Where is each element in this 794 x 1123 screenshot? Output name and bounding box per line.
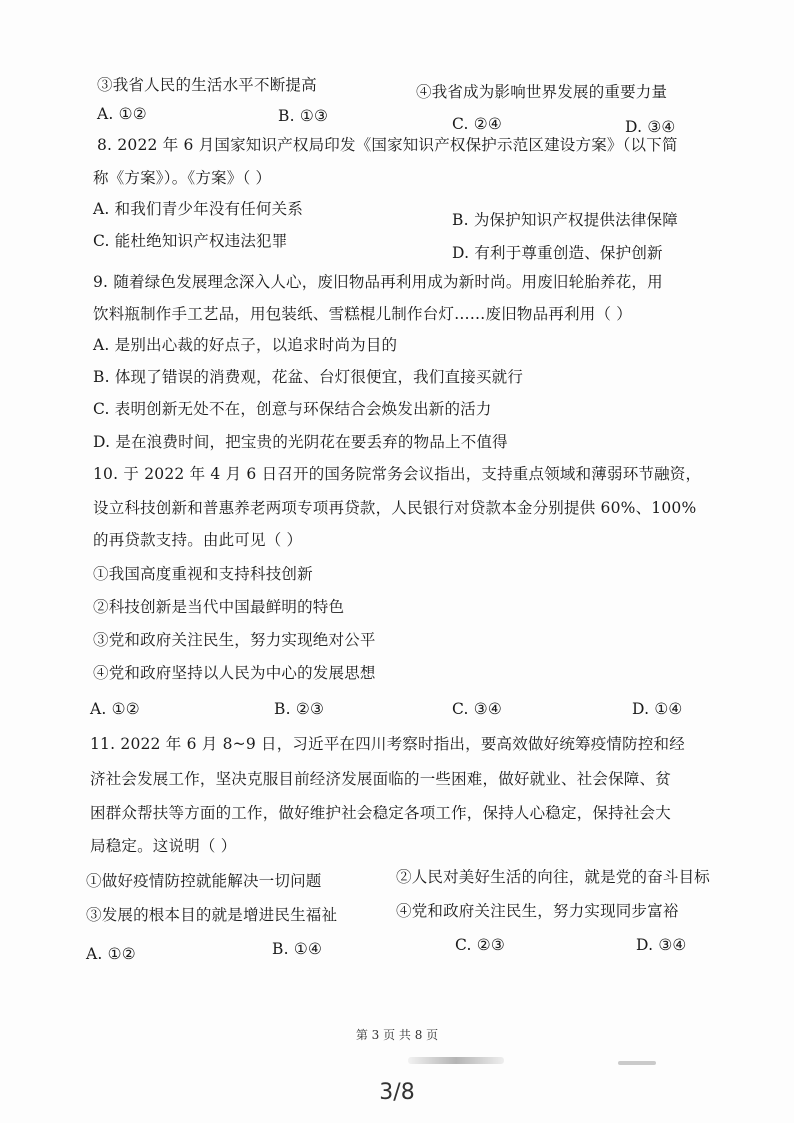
q7-answer-d: D. ③④ bbox=[625, 118, 676, 136]
q10-answer-d: D. ①④ bbox=[632, 700, 683, 718]
q7-answer-a: A. ①② bbox=[97, 105, 147, 123]
q9-option-a: A. 是别出心裁的好点子，以追求时尚为目的 bbox=[93, 336, 398, 354]
q9-stem-line-1: 9. 随着绿色发展理念深入人心，废旧物品再利用成为新时尚。用废旧轮胎养花，用 bbox=[93, 273, 663, 291]
scan-smudge bbox=[408, 1057, 504, 1064]
q10-stem-line-2: 设立科技创新和普惠养老两项专项再贷款，人民银行对贷款本金分别提供 60%、100% bbox=[93, 499, 697, 517]
q9-option-d: D. 是在浪费时间，把宝贵的光阴花在要丢弃的物品上不值得 bbox=[93, 433, 508, 451]
q10-answer-c: C. ③④ bbox=[452, 700, 502, 718]
q10-stem-line-1: 10. 于 2022 年 4 月 6 日召开的国务院常务会议指出，支持重点领域和薄弱环节融资， bbox=[93, 465, 702, 483]
q11-stem-line-3: 困群众帮扶等方面的工作，做好维护社会稳定各项工作，保持人心稳定，保持社会大 bbox=[90, 804, 671, 822]
q10-answer-b: B. ②③ bbox=[274, 700, 325, 718]
q8-option-a: A. 和我们青少年没有任何关系 bbox=[93, 200, 304, 218]
q10-answer-a: A. ①② bbox=[90, 700, 140, 718]
q11-answer-c: C. ②③ bbox=[455, 936, 505, 954]
q11-answer-d: D. ③④ bbox=[636, 936, 687, 954]
q11-statement-3: ③发展的根本目的就是增进民生福祉 bbox=[86, 906, 338, 924]
q8-option-d: D. 有利于尊重创造、保护创新 bbox=[452, 244, 663, 262]
q10-statement-2: ②科技创新是当代中国最鲜明的特色 bbox=[93, 598, 345, 616]
q11-stem-line-1: 11. 2022 年 6 月 8~9 日，习近平在四川考察时指出，要高效做好统筹疫情防控和经 bbox=[90, 735, 685, 753]
q11-statement-1: ①做好疫情防控就能解决一切问题 bbox=[86, 872, 322, 890]
q8-option-b: B. 为保护知识产权提供法律保障 bbox=[452, 211, 678, 229]
q10-stem-line-3: 的再贷款支持。由此可见（ ） bbox=[93, 531, 303, 549]
page-number-footer: 第 3 页 共 8 页 bbox=[355, 1028, 439, 1042]
q11-stem-line-2: 济社会发展工作，坚决克服目前经济发展面临的一些困难，做好就业、社会保障、贫 bbox=[90, 770, 671, 788]
q7-option-3: ③我省人民的生活水平不断提高 bbox=[97, 76, 317, 94]
q11-answer-b: B. ①④ bbox=[272, 940, 323, 958]
q9-option-b: B. 体现了错误的消费观，花盆、台灯很便宜，我们直接买就行 bbox=[93, 368, 524, 386]
page-indicator: 3/8 bbox=[379, 1080, 415, 1105]
q11-statement-4: ④党和政府关注民生，努力实现同步富裕 bbox=[396, 902, 679, 920]
q9-option-c: C. 表明创新无处不在，创意与环保结合会焕发出新的活力 bbox=[93, 400, 492, 418]
q11-statement-2: ②人民对美好生活的向往，就是党的奋斗目标 bbox=[396, 868, 711, 886]
q10-statement-1: ①我国高度重视和支持科技创新 bbox=[93, 565, 313, 583]
q11-answer-a: A. ①② bbox=[86, 945, 136, 963]
q8-option-c: C. 能杜绝知识产权违法犯罪 bbox=[93, 232, 288, 250]
scan-smudge bbox=[618, 1061, 656, 1065]
q7-option-4: ④我省成为影响世界发展的重要力量 bbox=[416, 83, 668, 101]
q10-statement-3: ③党和政府关注民生，努力实现绝对公平 bbox=[93, 631, 376, 649]
q8-stem-line-1: 8. 2022 年 6 月国家知识产权局印发《国家知识产权保护示范区建设方案》（以下简 bbox=[97, 136, 678, 154]
q7-answer-c: C. ②④ bbox=[452, 115, 502, 133]
q11-stem-line-4: 局稳定。这说明（ ） bbox=[90, 837, 237, 855]
q10-statement-4: ④党和政府坚持以人民为中心的发展思想 bbox=[93, 664, 376, 682]
q9-stem-line-2: 饮料瓶制作手工艺品，用包装纸、雪糕棍儿制作台灯……废旧物品再利用（ ） bbox=[93, 305, 632, 323]
q7-answer-b: B. ①③ bbox=[278, 107, 329, 125]
q8-stem-line-2: 称《方案》）。《方案》（ ） bbox=[93, 169, 272, 187]
